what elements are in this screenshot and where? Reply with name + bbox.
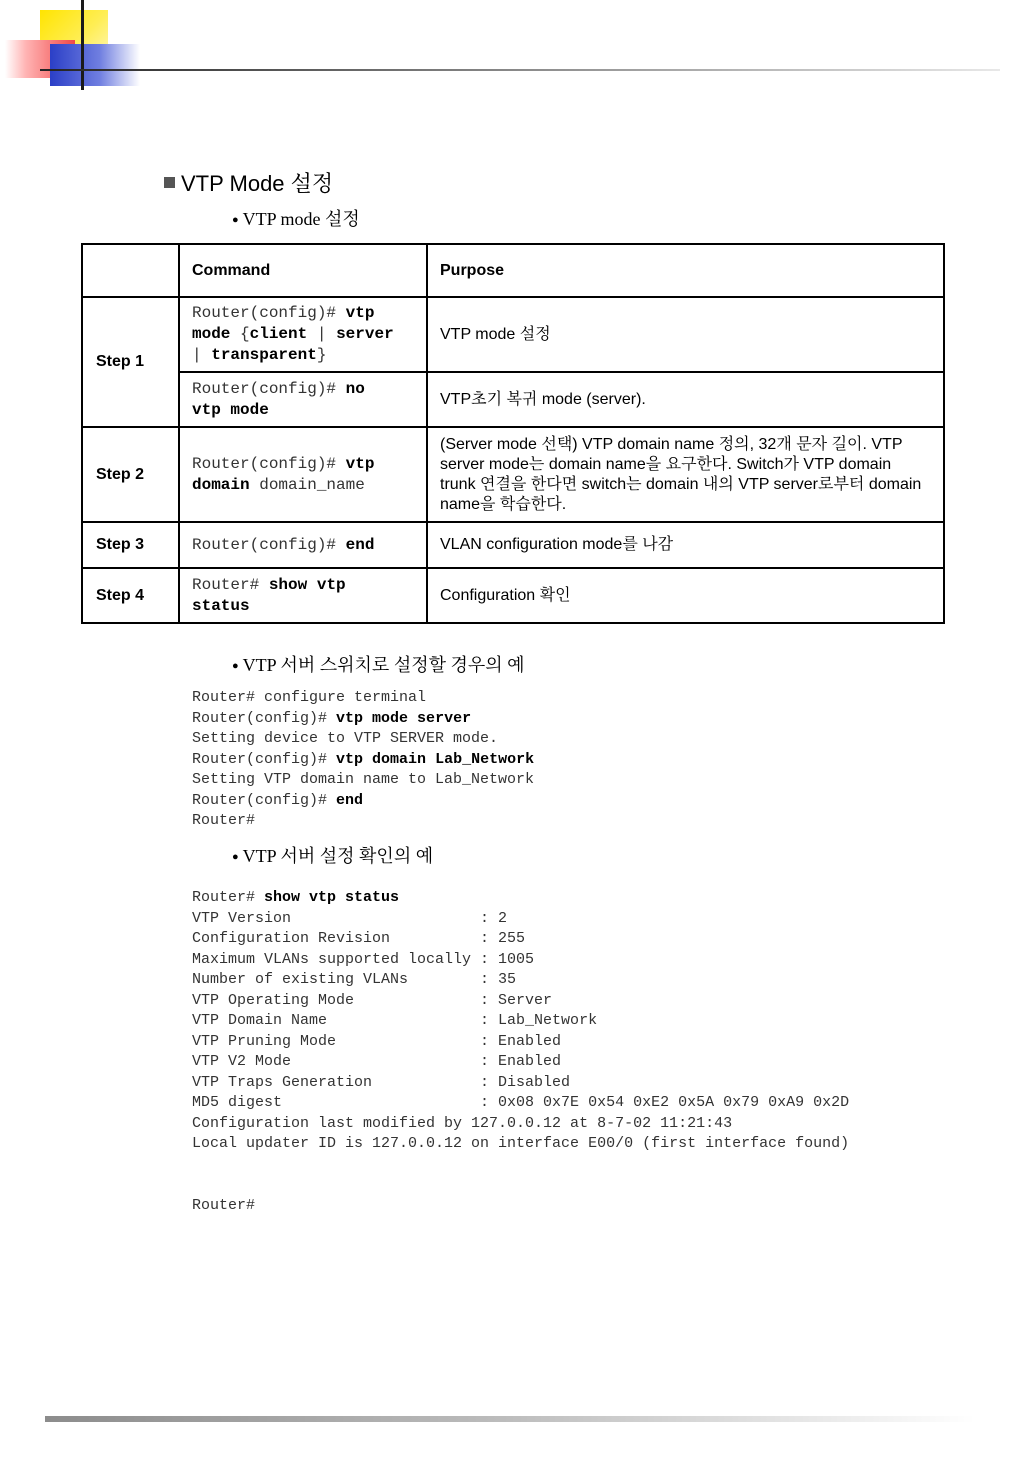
cmd-keyword: client bbox=[249, 325, 308, 343]
cmd-separator: | bbox=[316, 325, 327, 343]
code-line: Number of existing VLANs : 35 bbox=[192, 971, 517, 988]
command-cell bbox=[179, 568, 427, 623]
code-line: Configuration Revision : 255 bbox=[192, 930, 526, 947]
table-row bbox=[82, 297, 944, 372]
code-line: Setting VTP domain name to Lab_Network bbox=[192, 771, 535, 788]
cmd-keyword: no bbox=[345, 379, 365, 398]
bullet-text: VTP mode 설정 bbox=[242, 209, 360, 229]
purpose-cell: VLAN configuration mode를 나감 bbox=[427, 522, 944, 568]
code-prompt: Router(config)# bbox=[192, 709, 328, 727]
cmd-prompt: Router(config)# bbox=[192, 535, 337, 554]
cmd-keyword: status bbox=[192, 596, 250, 615]
cmd-prompt: Router(config)# bbox=[192, 379, 337, 398]
table-header-purpose: Purpose bbox=[427, 244, 944, 297]
cmd-keyword: mode bbox=[192, 325, 231, 343]
code-block-show-vtp-status bbox=[192, 888, 849, 1216]
cmd-prompt: Router(config)# bbox=[192, 454, 337, 473]
code-line: VTP Pruning Mode : Enabled bbox=[192, 1032, 562, 1050]
cmd-keyword: vtp bbox=[345, 304, 375, 322]
cmd-brace: { bbox=[240, 325, 250, 343]
bullet-text: VTP 서버 설정 확인의 예 bbox=[242, 846, 434, 866]
code-command: vtp domain Lab_Network bbox=[336, 750, 535, 768]
cmd-keyword: transparent bbox=[211, 346, 317, 364]
code-line: VTP Version : 2 bbox=[192, 909, 508, 927]
command-cell bbox=[179, 427, 427, 522]
code-prompt: Router# bbox=[192, 889, 256, 906]
purpose-cell: (Server mode 선택) VTP domain name 정의, 32개 문자 길이. VTP server mode는 domain name을 요구한다. Switch가 VTP domain trunk 연결을 한다면 switch는 domain 내의 VTP server로부터 domain name을 학습한다. bbox=[427, 427, 944, 522]
logo-blue-square bbox=[50, 44, 140, 86]
bullet-server-example bbox=[232, 653, 525, 678]
square-bullet-icon bbox=[164, 177, 175, 188]
cmd-argument: domain_name bbox=[259, 475, 365, 494]
cmd-keyword: vtp mode bbox=[192, 400, 269, 419]
table-row bbox=[82, 568, 944, 623]
code-line: VTP Traps Generation : Disabled bbox=[192, 1073, 571, 1091]
dot-bullet-icon: ● bbox=[232, 660, 239, 672]
purpose-cell: Configuration 확인 bbox=[427, 568, 944, 623]
code-line: VTP V2 Mode : Enabled bbox=[192, 1053, 562, 1070]
cmd-keyword: server bbox=[336, 325, 394, 343]
table-header-empty bbox=[82, 244, 179, 297]
code-line: Maximum VLANs supported locally : 1005 bbox=[192, 950, 535, 968]
dot-bullet-icon: ● bbox=[232, 214, 239, 226]
page-title-text: VTP Mode 설정 bbox=[181, 171, 334, 196]
code-line: Configuration last modified by 127.0.0.12 at 8-7-02 11:21:43 bbox=[192, 1114, 733, 1132]
cmd-keyword: show vtp bbox=[268, 575, 346, 594]
logo-vertical-line bbox=[81, 0, 84, 90]
bullet-text: VTP 서버 스위치로 설정할 경우의 예 bbox=[242, 655, 525, 675]
cmd-prompt: Router# bbox=[192, 575, 260, 594]
code-prompt: Router(config)# bbox=[192, 791, 328, 809]
cmd-keyword: domain bbox=[192, 475, 250, 494]
command-cell bbox=[179, 522, 427, 568]
code-line: Router# bbox=[192, 1196, 256, 1214]
code-line: VTP Operating Mode : Server bbox=[192, 991, 553, 1009]
code-command: vtp mode server bbox=[336, 709, 472, 727]
code-line: Router# configure terminal bbox=[192, 689, 427, 706]
cmd-keyword: vtp bbox=[345, 454, 375, 473]
code-line: Local updater ID is 127.0.0.12 on interface E00/0 (first interface found) bbox=[192, 1135, 850, 1152]
bullet-server-verify-example bbox=[232, 844, 433, 869]
code-prompt: Router(config)# bbox=[192, 750, 328, 768]
code-line: VTP Domain Name : Lab_Network bbox=[192, 1012, 598, 1029]
table-header-command: Command bbox=[179, 244, 427, 297]
code-command: end bbox=[336, 791, 364, 809]
cmd-brace: } bbox=[316, 346, 327, 364]
command-cell bbox=[179, 297, 427, 372]
code-block-server-config bbox=[192, 688, 534, 832]
footer-rule bbox=[45, 1416, 975, 1422]
code-line: MD5 digest : 0x08 0x7E 0x54 0xE2 0x5A 0x79 0xA9 0x2D bbox=[192, 1094, 850, 1111]
page-title bbox=[164, 170, 333, 198]
dot-bullet-icon: ● bbox=[232, 851, 239, 863]
table-row bbox=[82, 427, 944, 522]
vtp-command-table bbox=[81, 243, 945, 624]
step-label: Step 4 bbox=[82, 568, 179, 623]
step-label: Step 3 bbox=[82, 522, 179, 568]
cmd-keyword: end bbox=[345, 535, 375, 554]
code-line: Router# bbox=[192, 812, 256, 829]
cmd-prompt: Router(config)# bbox=[192, 304, 337, 322]
table-header-row bbox=[82, 244, 944, 297]
purpose-cell: VTP mode 설정 bbox=[427, 297, 944, 372]
command-cell bbox=[179, 372, 427, 427]
cmd-separator: | bbox=[192, 346, 202, 364]
bullet-vtp-mode-setting bbox=[232, 207, 360, 232]
step-label: Step 1 bbox=[82, 297, 179, 427]
table-row bbox=[82, 522, 944, 568]
step-label: Step 2 bbox=[82, 427, 179, 522]
table-row bbox=[82, 372, 944, 427]
code-line: Setting device to VTP SERVER mode. bbox=[192, 730, 499, 747]
code-command: show vtp status bbox=[264, 889, 400, 906]
purpose-cell: VTP초기 복귀 mode (server). bbox=[427, 372, 944, 427]
header-rule bbox=[40, 69, 1000, 71]
